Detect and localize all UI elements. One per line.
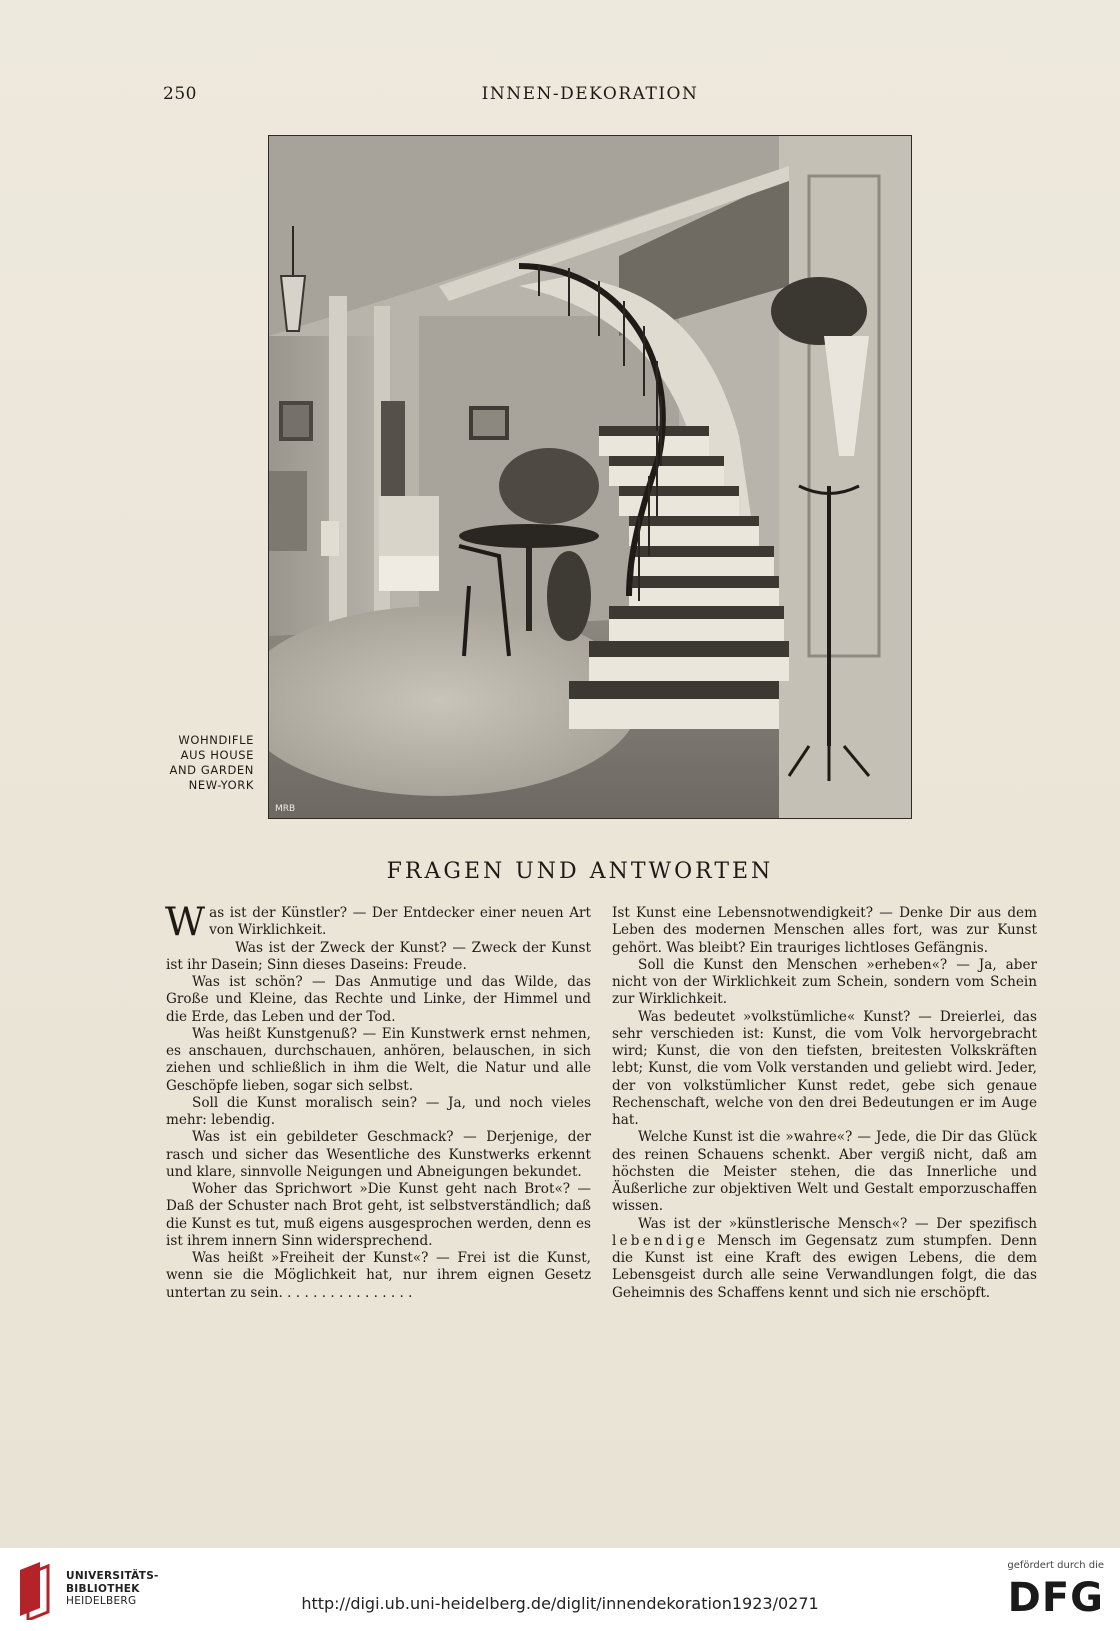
left-text-column <box>165 900 591 1302</box>
permalink-url[interactable]: http://digi.ub.uni-heidelberg.de/diglit/innendekoration1923/0271 <box>301 1594 819 1613</box>
paragraph: Welche Kunst ist die »wahre«? — Jede, die Dir das Glück des reinen Schauens schenkt. Aber vergiß nicht, daß am höchsten die Meister stehen, die das Innerliche und Äußerliche zur objektiven Welt und Gestalt emporzuschaffen wissen. <box>612 1129 1037 1215</box>
figure-caption <box>150 733 254 793</box>
library-name-line: UNIVERSITÄTS- <box>66 1570 159 1582</box>
paragraph <box>165 900 591 945</box>
caption-line: WOHNDIFLE <box>178 733 254 747</box>
caption-line: AUS HOUSE <box>180 748 254 762</box>
paragraph: Was heißt »Freiheit der Kunst«? — Frei ist die Kunst, wenn sie die Möglichkeit hat, nur ihrem eignen Gesetz untertan zu sein. . . . . . . . . . . . . . . . <box>166 1250 591 1301</box>
library-name-line: HEIDELBERG <box>66 1595 137 1607</box>
paragraph: Was ist der Zweck der Kunst? — Zweck der Kunst ist ihr Dasein; Sinn dieses Daseins: Freude. <box>166 939 591 973</box>
library-name-line: BIBLIOTHEK <box>66 1582 140 1595</box>
paragraph: Soll die Kunst den Menschen »erheben«? — Ja, aber nicht von der Wirklichkeit zum Schein, sondern vom Schein zur Wirklichkeit. <box>612 956 1037 1008</box>
paragraph <box>612 1216 1037 1302</box>
paragraph: Was ist ein gebildeter Geschmack? — Derjenige, der rasch und sicher das Wesentliche des Kunstwerks erkennt und klare, sinnvolle Neigungen und Abneigungen bekundet. <box>166 1129 591 1180</box>
paragraph-text: Was ist der »künstlerische Mensch«? — Der spezifisch <box>638 1215 1037 1232</box>
paragraph: Soll die Kunst moralisch sein? — Ja, und noch vieles mehr: lebendig. <box>166 1094 591 1128</box>
dfg-logo: DFG <box>1007 1575 1104 1621</box>
paragraph-text: Mensch im Gegensatz zum stumpfen. Denn die Kunst ist eine Kraft des ewigen Lebens, die dem Lebensgeist durch alle seine Verwandlungen folgt, die das Geheimnis des Schaffens kennt und sich nie erschöpft. <box>612 1232 1037 1301</box>
emphasized-word: lebendige <box>612 1232 709 1249</box>
paragraph: Was ist schön? — Das Anmutige und das Wilde, das Große und Kleine, das Rechte und Linke, der Himmel und die Erde, das Leben und der Tod. <box>166 974 591 1025</box>
article-title: FRAGEN UND ANTWORTEN <box>386 859 774 884</box>
right-text-column <box>612 905 1037 1302</box>
paragraph: Was bedeutet »volkstümliche« Kunst? — Dreierlei, das sehr verschieden ist: Kunst, die vom Volk hervorgebracht wird; Kunst, die von den tiefsten, breitesten Volkskräften lebt; Kunst, die vom Volk verstanden und geliebt wird. Jeder, der von volkstümlicher Kunst redet, gebe sich genaue Rechenschaft, welche von den drei Bedeutungen er im Auge hat. <box>612 1008 1037 1128</box>
page-number: 250 <box>163 84 197 104</box>
staircase-hall-image <box>269 136 911 818</box>
running-title: INNEN-DEKORATION <box>481 84 699 104</box>
paragraph: Ist Kunst eine Lebensnotwendigkeit? — Denke Dir aus dem Leben des modernen Menschen alles fort, was zur Kunst gehört. Was bleibt? Ein trauriges lichtloses Gefängnis. <box>612 905 1037 956</box>
paragraph: Was heißt Kunstgenuß? — Ein Kunstwerk ernst nehmen, es anschauen, durchschauen, anhören, belauschen, in sich ziehen und schließlich in ihm die Welt, die Natur und alle Geschöpfe lieben, sogar sich selbst. <box>166 1025 591 1094</box>
drop-cap: W <box>165 900 206 945</box>
paragraph: Woher das Sprichwort »Die Kunst geht nach Brot«? — Daß der Schuster nach Brot geht, ist selbstverständlich; daß die Kunst es tut, muß eigens ausgesprochen werden, denn es ist ihrem innern Sinn widersprechend. <box>166 1181 591 1249</box>
caption-line: AND GARDEN <box>169 763 254 777</box>
digitization-footer <box>0 1548 1120 1631</box>
funding-note: gefördert durch die <box>1007 1560 1104 1571</box>
photo-monogram: MRB <box>275 804 296 814</box>
caption-line: NEW-YORK <box>188 778 254 792</box>
interior-photograph <box>268 135 912 819</box>
paragraph-text: as ist der Künstler? — Der Entdecker einer neuen Art von Wirklichkeit. <box>209 905 591 939</box>
